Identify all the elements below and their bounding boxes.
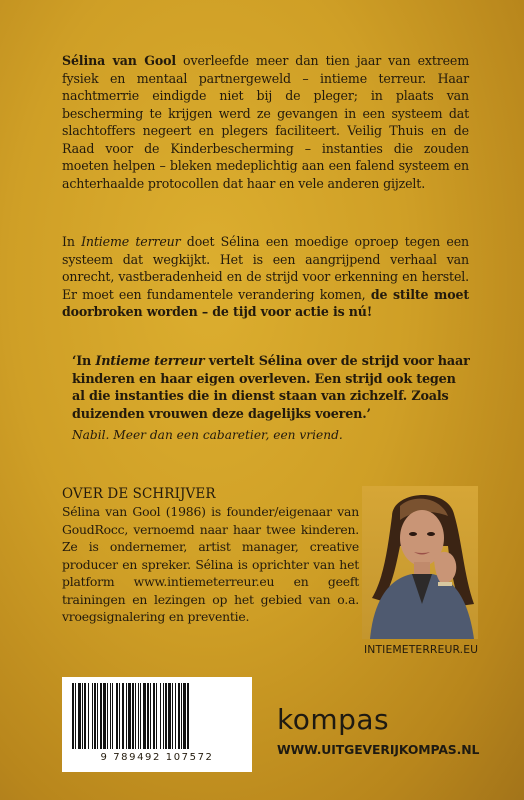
endorsement-quote bbox=[72, 353, 472, 423]
quote-text: vertelt Sélina over de strijd voor haar kinderen en haar eigen overleven. Een strijd ook tegen al die instanties die in dienst staan van zichzelf. Zoals duizenden vrouwen deze dagelijks voeren.’ bbox=[72, 354, 470, 422]
isbn-barcode bbox=[62, 677, 252, 772]
author-heading: OVER DE SCHRIJVER bbox=[62, 486, 216, 502]
author-bio: Sélina van Gool (1986) is founder/eigenaar van GoudRocc, vernoemd naar haar twee kinderen. Ze is ondernemer, artist manager, creative producer en spreker. Sélina is oprichter van het platform www.intiemeterreur.eu en geeft trainingen en lezingen op het gebied van o.a. vroegsignalering en preventie. bbox=[62, 504, 359, 624]
quote-attribution: Nabil. Meer dan een cabaretier, een vriend. bbox=[72, 428, 343, 442]
author-name: Sélina van Gool bbox=[62, 53, 176, 68]
quote-prefix: ‘In bbox=[72, 354, 96, 369]
summary-text: doet Sélina een moedige oproep tegen een systeem dat wegkijkt. Het is een aangrijpend verhaal van onrecht, vastberadenheid en de strijd voor erkenning en herstel. Er moet een fundamentele verandering komen, bbox=[62, 234, 469, 302]
isbn-number: 9 789492 107572 bbox=[100, 752, 214, 763]
author-photo bbox=[362, 486, 478, 639]
author-portrait-illustration bbox=[362, 486, 478, 639]
quote-book-title: Intieme terreur bbox=[95, 354, 205, 369]
summary-paragraph bbox=[62, 233, 469, 321]
summary-prefix: In bbox=[62, 234, 82, 249]
intro-text: overleefde meer dan tien jaar van extreem fysiek en mentaal partnergeweld – intieme terreur. Haar nachtmerrie eindigde niet bij de pleger; in plaats van bescherming te krijgen werd ze gevangen in een systeem dat slachtoffers negeert en plegers faciliteert. Veilig Thuis en de Raad voor de Kinderbescherming – instanties die zouden moeten helpen – bleken medeplichtig aan een falend systeem en achterhaalde protocollen dat haar en vele anderen gijzelt. bbox=[62, 53, 469, 191]
publisher-website: WWW.UITGEVERIJKOMPAS.NL bbox=[277, 742, 480, 757]
barcode-bars bbox=[70, 683, 244, 751]
publisher-logo: kompas bbox=[277, 703, 390, 736]
summary-emphasis: de stilte moet doorbroken worden – de tijd voor actie is nú! bbox=[62, 286, 469, 319]
photo-caption: INTIEMETERREUR.EU bbox=[364, 643, 479, 656]
intro-paragraph bbox=[62, 52, 469, 192]
book-title: Intieme terreur bbox=[81, 234, 181, 249]
